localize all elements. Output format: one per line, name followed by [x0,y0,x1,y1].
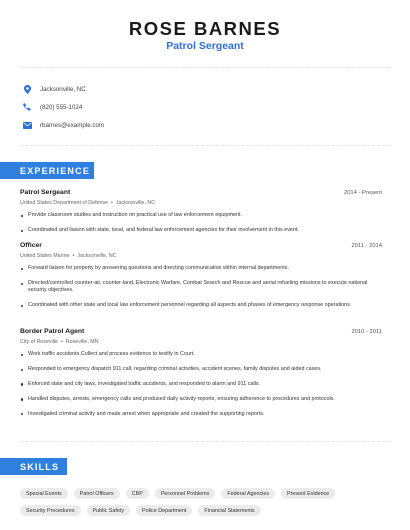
contact-location-text: Jacksonville, NC [40,85,86,93]
job-org-name: United States Department of Defense [20,200,109,206]
divider [20,145,390,146]
section-heading-experience: EXPERIENCE [0,162,94,179]
contact-phone-text: (820) 555-1024 [40,103,83,111]
section-heading-skills: SKILLS [0,458,67,475]
job-organization [20,253,382,259]
skill-chip: Financial Statements [198,505,260,516]
job-dates: 2011 - 2014 [351,243,382,249]
list-item: Handled disputes, arrests, emergency calls and produced daily activity reports, ensuring adherence to procedures and protocols. [20,396,382,403]
job-org-location: Jacksonville, NC [115,200,156,206]
divider [20,441,390,442]
list-item: Enforced state and city laws, investigated traffic accidents, and responded to alarm and 911 calls. [20,381,382,388]
job-org-location: Roseville, MN [65,339,99,345]
contact-email [22,119,104,131]
job-entry [20,242,382,317]
job-dates: 2014 - Present [343,190,382,196]
divider [20,67,390,68]
candidate-name: ROSE BARNES [128,18,282,39]
job-entry [20,328,382,426]
skill-chip: Special Events [20,488,68,499]
separator-dot: • [72,253,75,259]
list-item: Directed/controlled counter-air, counter-land, Electronic Warfare, Combat Search and Rescue and aerial refueling missions to execute national security objectives. [20,280,382,295]
contact-phone [22,101,82,113]
skill-chip: Personnel Problems [155,488,216,499]
skill-chip: Security Procedures [20,505,81,516]
list-item: Provide classroom studies and instruction on practical use of law enforcement equipment. [20,212,382,219]
candidate-title: Patrol Sergeant [166,40,244,52]
contact-email-text: rbarnes@example.com [40,121,105,129]
job-role: Border Patrol Agent [20,328,85,335]
skill-chip: CBP [126,488,149,499]
list-item: Investigated criminal activity and made arrest when appropriate and created the supporting reports. [20,411,382,418]
skill-chip: Present Evidence [281,488,335,499]
skill-chip: Police Department [136,505,192,516]
job-org-name: United States Marine [20,253,70,259]
separator-dot: • [111,200,113,206]
list-item: Work traffic accidents.Collect and process evidence to testify in Court. [20,351,382,358]
skill-chip: Patrol Officers [74,488,120,499]
contact-location [22,83,86,95]
skill-chip: Federal Agencies [221,488,275,499]
job-bullets [20,351,382,418]
job-org-name: City of Roseville [20,339,58,345]
job-dates: 2010 - 2011 [351,329,382,335]
skill-chip: Public Safety [87,505,130,516]
skills-list [20,488,395,516]
list-item: Coordinated with other state and local law enforcement personnel regarding all aspects and phases of emergency response operations. [20,302,382,309]
job-bullets [20,212,382,234]
email-icon [22,120,32,130]
job-role: Officer [20,242,42,249]
job-entry [20,189,382,242]
job-org-location: Jacksonville, NC [77,253,117,259]
list-item: Coordinated and liaison with state, local, and federal law enforcement agencies for their involvement in this event. [20,227,382,234]
job-organization [20,200,382,206]
phone-icon [22,102,32,112]
job-role: Patrol Sergeant [20,189,71,196]
list-item: Forward liaison for property by answering questions and directing communication within internal departments. [20,265,382,272]
location-pin-icon [22,84,32,94]
separator-dot: • [60,339,63,345]
job-bullets [20,265,382,310]
job-organization [20,339,382,345]
list-item: Responded to emergency dispatch 911 call, regarding criminal activities, accident scenes, family disputes and aided cases. [20,366,382,373]
